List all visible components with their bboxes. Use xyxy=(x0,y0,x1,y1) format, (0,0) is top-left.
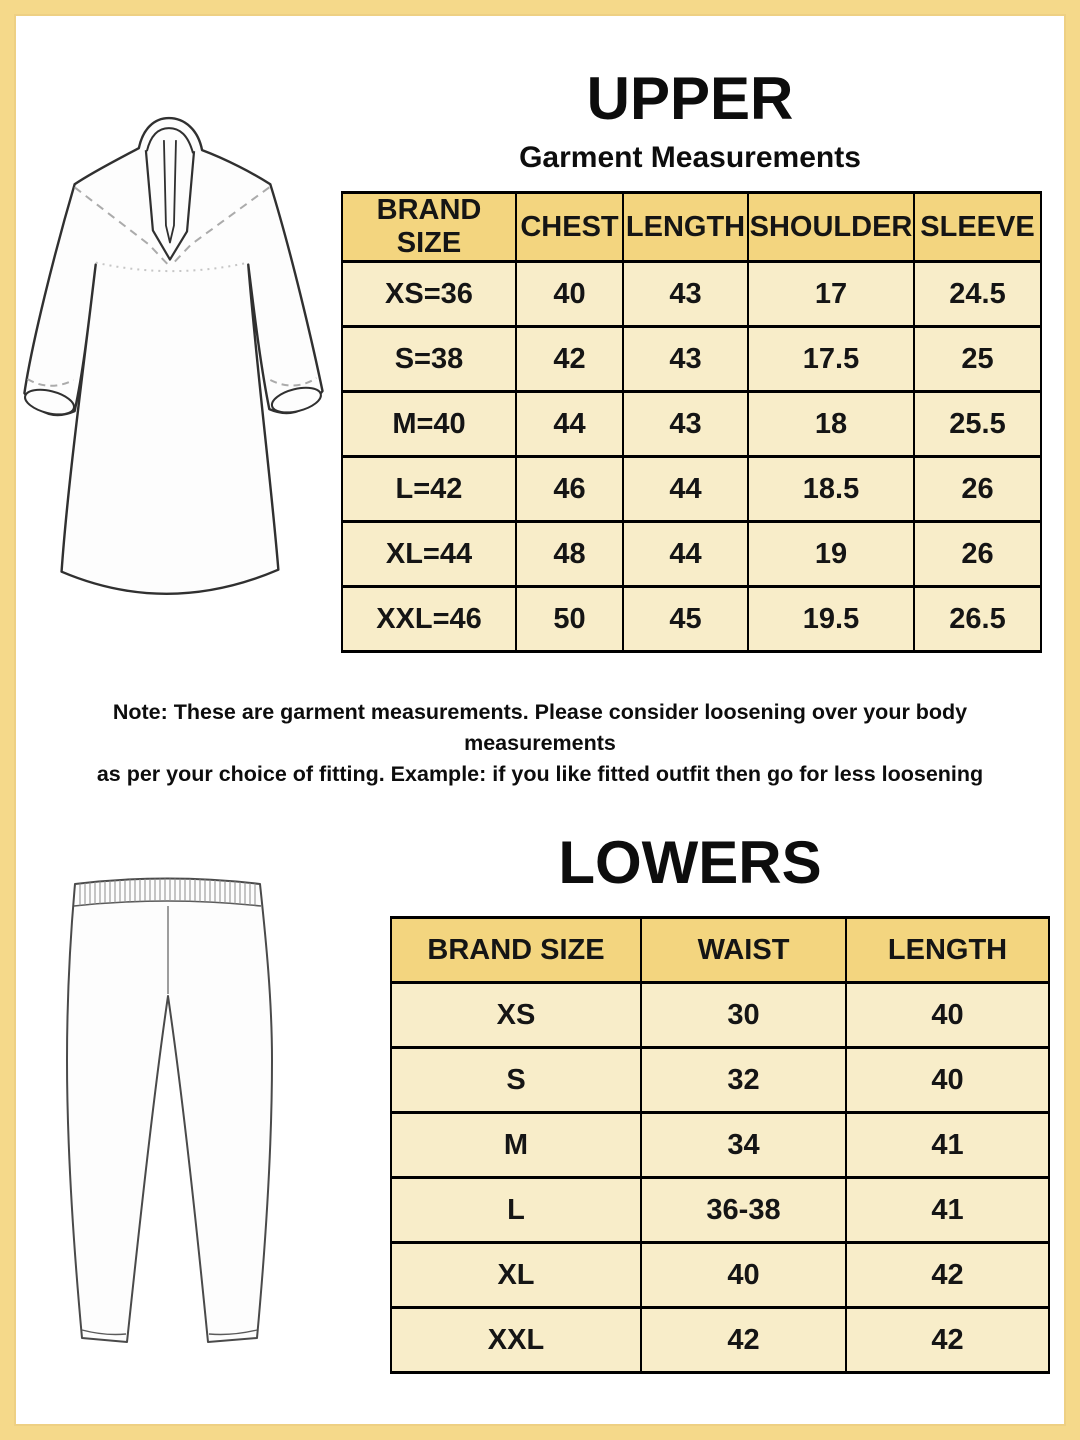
cell: XS=36 xyxy=(342,262,516,327)
upper-size-table xyxy=(341,191,1042,653)
upper-header-sleeve: SLEEVE xyxy=(914,193,1041,262)
lower-row-xs xyxy=(391,983,1049,1048)
cell: 45 xyxy=(623,587,748,652)
upper-table-header-row xyxy=(342,193,1041,262)
cell: 30 xyxy=(641,983,846,1048)
note-line-1: Note: These are garment measurements. Please consider loosening over your body measurements xyxy=(112,700,968,755)
lower-row-l xyxy=(391,1178,1049,1243)
cell: 44 xyxy=(623,457,748,522)
cell: 34 xyxy=(641,1113,846,1178)
cell: 43 xyxy=(623,327,748,392)
measurement-note xyxy=(60,697,1020,790)
upper-row-xs xyxy=(342,262,1041,327)
upper-row-m xyxy=(342,392,1041,457)
pants-illustration xyxy=(30,860,360,1416)
cell: 44 xyxy=(516,392,623,457)
cell: 18 xyxy=(748,392,914,457)
cell: 17.5 xyxy=(748,327,914,392)
cell: 40 xyxy=(516,262,623,327)
cell: M xyxy=(391,1113,641,1178)
lower-header-waist: WAIST xyxy=(641,918,846,983)
cell: L xyxy=(391,1178,641,1243)
cell: 48 xyxy=(516,522,623,587)
lower-header-brand-size: BRAND SIZE xyxy=(391,918,641,983)
cell: 26 xyxy=(914,522,1041,587)
upper-section-subtitle: Garment Measurements xyxy=(519,141,861,174)
cell: 50 xyxy=(516,587,623,652)
upper-row-s xyxy=(342,327,1041,392)
upper-row-xl xyxy=(342,522,1041,587)
cell: 42 xyxy=(846,1243,1049,1308)
cell: 24.5 xyxy=(914,262,1041,327)
cell: 36-38 xyxy=(641,1178,846,1243)
cell: 26.5 xyxy=(914,587,1041,652)
cell: 40 xyxy=(846,1048,1049,1113)
cell: 18.5 xyxy=(748,457,914,522)
upper-header-shoulder: SHOULDER xyxy=(748,193,914,262)
cell: 32 xyxy=(641,1048,846,1113)
cell: 25.5 xyxy=(914,392,1041,457)
cell: 26 xyxy=(914,457,1041,522)
cell: XL xyxy=(391,1243,641,1308)
cell: 41 xyxy=(846,1113,1049,1178)
kurta-illustration xyxy=(16,102,348,654)
upper-row-xxl xyxy=(342,587,1041,652)
cell: 46 xyxy=(516,457,623,522)
lower-row-m xyxy=(391,1113,1049,1178)
note-line-2: as per your choice of fitting. Example: if you like fitted outfit then go for less loosening xyxy=(96,762,984,786)
upper-header-length: LENGTH xyxy=(623,193,748,262)
upper-header-chest: CHEST xyxy=(516,193,623,262)
cell: 43 xyxy=(623,392,748,457)
cell: 17 xyxy=(748,262,914,327)
cell: XL=44 xyxy=(342,522,516,587)
cell: XXL xyxy=(391,1308,641,1373)
cell: 42 xyxy=(846,1308,1049,1373)
cell: 42 xyxy=(516,327,623,392)
lower-row-xl xyxy=(391,1243,1049,1308)
cell: 42 xyxy=(641,1308,846,1373)
lower-header-length: LENGTH xyxy=(846,918,1049,983)
cell: XXL=46 xyxy=(342,587,516,652)
lower-section-title: LOWERS xyxy=(558,829,822,896)
cell: 19.5 xyxy=(748,587,914,652)
cell: L=42 xyxy=(342,457,516,522)
cell: 43 xyxy=(623,262,748,327)
cell: 40 xyxy=(641,1243,846,1308)
cell: 19 xyxy=(748,522,914,587)
lower-row-xxl xyxy=(391,1308,1049,1373)
cell: 44 xyxy=(623,522,748,587)
lower-size-table xyxy=(390,916,1050,1374)
cell: M=40 xyxy=(342,392,516,457)
lower-row-s xyxy=(391,1048,1049,1113)
cell: S xyxy=(391,1048,641,1113)
pants-line-drawing-icon xyxy=(30,860,360,1416)
cell: 40 xyxy=(846,983,1049,1048)
cell: S=38 xyxy=(342,327,516,392)
lower-table-header-row xyxy=(391,918,1049,983)
cell: 25 xyxy=(914,327,1041,392)
upper-section-title: UPPER xyxy=(586,65,794,132)
cell: 41 xyxy=(846,1178,1049,1243)
upper-row-l xyxy=(342,457,1041,522)
kurta-line-drawing-icon xyxy=(16,102,348,654)
cell: XS xyxy=(391,983,641,1048)
upper-header-brand-size: BRAND SIZE xyxy=(342,193,516,262)
